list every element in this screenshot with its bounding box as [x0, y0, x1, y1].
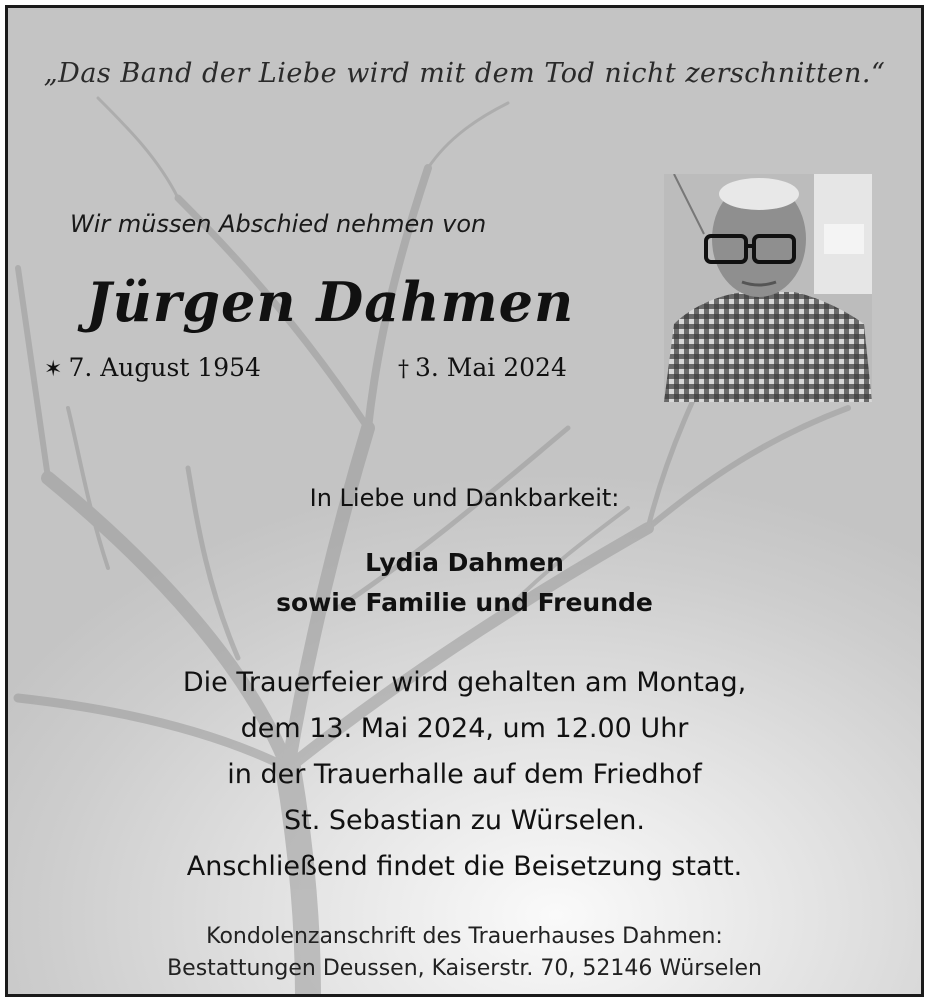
- epitaph-quote: „Das Band der Liebe wird mit dem Tod nicht zerschnitten.“: [43, 58, 886, 89]
- service-line: St. Sebastian zu Würselen.: [283, 805, 646, 836]
- birth-star-icon: ✶: [44, 357, 63, 382]
- mourner-secondary: sowie Familie und Freunde: [276, 588, 653, 617]
- deceased-name: Jürgen Dahmen: [86, 270, 575, 334]
- portrait-photo: [664, 174, 872, 402]
- intro-text: Wir müssen Abschied nehmen von: [70, 210, 487, 238]
- service-line: dem 13. Mai 2024, um 12.00 Uhr: [240, 713, 689, 744]
- contact-line: Kondolenzanschrift des Trauerhauses Dahmen:: [206, 924, 723, 949]
- mourner-primary: Lydia Dahmen: [365, 548, 564, 577]
- service-line: Anschließend findet die Beisetzung statt.: [186, 851, 743, 882]
- service-line: in der Trauerhalle auf dem Friedhof: [227, 759, 702, 790]
- death-date-line: [398, 353, 567, 382]
- gratitude-line: In Liebe und Dankbarkeit:: [309, 484, 620, 512]
- birth-date: 7. August 1954: [68, 353, 261, 382]
- obituary-card: [5, 5, 924, 997]
- death-cross-icon: †: [398, 357, 409, 382]
- portrait-photo-image: [664, 174, 872, 402]
- condolence-address: [8, 921, 921, 985]
- funeral-service-info: [8, 660, 921, 890]
- death-date: 3. Mai 2024: [415, 353, 567, 382]
- service-line: Die Trauerfeier wird gehalten am Montag,: [182, 667, 747, 698]
- birth-date-line: [44, 353, 261, 382]
- contact-line: Bestattungen Deussen, Kaiserstr. 70, 52146 Würselen: [167, 956, 762, 981]
